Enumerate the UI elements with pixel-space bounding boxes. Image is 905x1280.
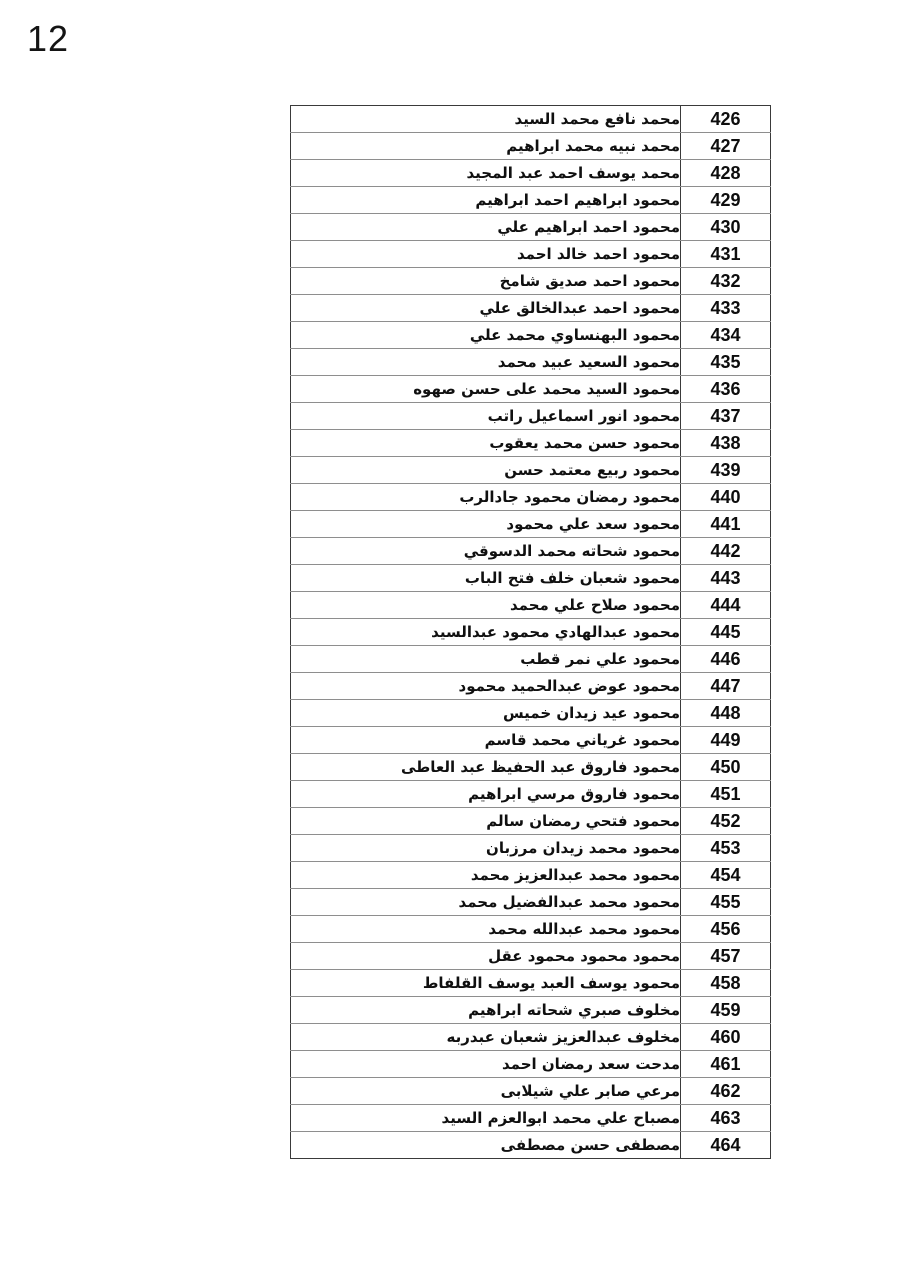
serial-number-cell: 429 (681, 187, 771, 214)
person-name-cell: مدحت سعد رمضان احمد (291, 1051, 681, 1078)
table-row (291, 619, 771, 646)
person-name-cell: محمود محمد عبدالفضيل محمد (291, 889, 681, 916)
person-name-cell: محمد نافع محمد السيد (291, 106, 681, 133)
table-row (291, 889, 771, 916)
person-name-cell: محمود البهنساوي محمد علي (291, 322, 681, 349)
roster-table-body (291, 106, 771, 1159)
table-row (291, 106, 771, 133)
person-name-cell: محمود محمد عبدالله محمد (291, 916, 681, 943)
table-row (291, 349, 771, 376)
serial-number-cell: 430 (681, 214, 771, 241)
person-name-cell: محمود السعيد عبيد محمد (291, 349, 681, 376)
person-name-cell: محمود احمد عبدالخالق علي (291, 295, 681, 322)
person-name-cell: مخلوف عبدالعزيز شعبان عبدربه (291, 1024, 681, 1051)
person-name-cell: محمود احمد صديق شامخ (291, 268, 681, 295)
person-name-cell: محمود احمد خالد احمد (291, 241, 681, 268)
person-name-cell: محمود حسن محمد يعقوب (291, 430, 681, 457)
person-name-cell: محمود فتحي رمضان سالم (291, 808, 681, 835)
serial-number-cell: 439 (681, 457, 771, 484)
person-name-cell: محمود محمود محمود عقل (291, 943, 681, 970)
serial-number-cell: 441 (681, 511, 771, 538)
table-row (291, 1132, 771, 1159)
person-name-cell: مخلوف صبري شحاته ابراهيم (291, 997, 681, 1024)
person-name-cell: محمود فاروق عبد الحفيظ عبد العاطى (291, 754, 681, 781)
serial-number-cell: 433 (681, 295, 771, 322)
serial-number-cell: 446 (681, 646, 771, 673)
person-name-cell: محمود فاروق مرسي ابراهيم (291, 781, 681, 808)
table-row (291, 484, 771, 511)
serial-number-cell: 431 (681, 241, 771, 268)
person-name-cell: محمود ربيع معتمد حسن (291, 457, 681, 484)
table-row (291, 430, 771, 457)
person-name-cell: محمود محمد زيدان مرزبان (291, 835, 681, 862)
table-row (291, 538, 771, 565)
serial-number-cell: 428 (681, 160, 771, 187)
person-name-cell: محمود شحاته محمد الدسوقي (291, 538, 681, 565)
person-name-cell: محمود عوض عبدالحميد محمود (291, 673, 681, 700)
serial-number-cell: 450 (681, 754, 771, 781)
table-row (291, 808, 771, 835)
serial-number-cell: 444 (681, 592, 771, 619)
serial-number-cell: 464 (681, 1132, 771, 1159)
serial-number-cell: 452 (681, 808, 771, 835)
table-row (291, 997, 771, 1024)
person-name-cell: مصطفى حسن مصطفى (291, 1132, 681, 1159)
serial-number-cell: 460 (681, 1024, 771, 1051)
person-name-cell: محمود محمد عبدالعزيز محمد (291, 862, 681, 889)
person-name-cell: محمود رمضان محمود جادالرب (291, 484, 681, 511)
table-row (291, 916, 771, 943)
page-number: 12 (27, 18, 70, 59)
table-row (291, 565, 771, 592)
serial-number-cell: 462 (681, 1078, 771, 1105)
serial-number-cell: 463 (681, 1105, 771, 1132)
roster-table (290, 105, 771, 1159)
person-name-cell: مصباح علي محمد ابوالعزم السيد (291, 1105, 681, 1132)
table-row (291, 403, 771, 430)
serial-number-cell: 443 (681, 565, 771, 592)
table-row (291, 214, 771, 241)
serial-number-cell: 432 (681, 268, 771, 295)
table-row (291, 781, 771, 808)
table-row (291, 646, 771, 673)
serial-number-cell: 447 (681, 673, 771, 700)
person-name-cell: محمود يوسف العبد يوسف القلفاط (291, 970, 681, 997)
roster-table-container (290, 105, 771, 1159)
person-name-cell: محمد يوسف احمد عبد المجيد (291, 160, 681, 187)
table-row (291, 268, 771, 295)
person-name-cell: محمود صلاح علي محمد (291, 592, 681, 619)
person-name-cell: محمود سعد علي محمود (291, 511, 681, 538)
serial-number-cell: 449 (681, 727, 771, 754)
serial-number-cell: 435 (681, 349, 771, 376)
serial-number-cell: 438 (681, 430, 771, 457)
serial-number-cell: 451 (681, 781, 771, 808)
serial-number-cell: 448 (681, 700, 771, 727)
person-name-cell: محمود انور اسماعيل راتب (291, 403, 681, 430)
person-name-cell: محمد نبيه محمد ابراهيم (291, 133, 681, 160)
table-row (291, 133, 771, 160)
table-row (291, 322, 771, 349)
table-row (291, 700, 771, 727)
table-row (291, 943, 771, 970)
person-name-cell: محمود احمد ابراهيم علي (291, 214, 681, 241)
serial-number-cell: 434 (681, 322, 771, 349)
serial-number-cell: 454 (681, 862, 771, 889)
person-name-cell: محمود غرياني محمد قاسم (291, 727, 681, 754)
serial-number-cell: 459 (681, 997, 771, 1024)
serial-number-cell: 458 (681, 970, 771, 997)
serial-number-cell: 436 (681, 376, 771, 403)
person-name-cell: محمود السيد محمد على حسن صهوه (291, 376, 681, 403)
person-name-cell: مرعي صابر علي شيلابى (291, 1078, 681, 1105)
table-row (291, 511, 771, 538)
table-row (291, 862, 771, 889)
table-row (291, 376, 771, 403)
person-name-cell: محمود شعبان خلف فتح الباب (291, 565, 681, 592)
table-row (291, 970, 771, 997)
serial-number-cell: 461 (681, 1051, 771, 1078)
table-row (291, 160, 771, 187)
table-row (291, 187, 771, 214)
table-row (291, 1078, 771, 1105)
table-row (291, 1024, 771, 1051)
serial-number-cell: 440 (681, 484, 771, 511)
person-name-cell: محمود علي نمر قطب (291, 646, 681, 673)
table-row (291, 457, 771, 484)
table-row (291, 295, 771, 322)
serial-number-cell: 445 (681, 619, 771, 646)
table-row (291, 754, 771, 781)
table-row (291, 592, 771, 619)
serial-number-cell: 457 (681, 943, 771, 970)
table-row (291, 1105, 771, 1132)
table-row (291, 835, 771, 862)
person-name-cell: محمود عيد زيدان خميس (291, 700, 681, 727)
serial-number-cell: 437 (681, 403, 771, 430)
table-row (291, 673, 771, 700)
person-name-cell: محمود عبدالهادي محمود عبدالسيد (291, 619, 681, 646)
serial-number-cell: 455 (681, 889, 771, 916)
serial-number-cell: 453 (681, 835, 771, 862)
table-row (291, 1051, 771, 1078)
serial-number-cell: 442 (681, 538, 771, 565)
person-name-cell: محمود ابراهيم احمد ابراهيم (291, 187, 681, 214)
serial-number-cell: 426 (681, 106, 771, 133)
serial-number-cell: 427 (681, 133, 771, 160)
table-row (291, 241, 771, 268)
table-row (291, 727, 771, 754)
serial-number-cell: 456 (681, 916, 771, 943)
